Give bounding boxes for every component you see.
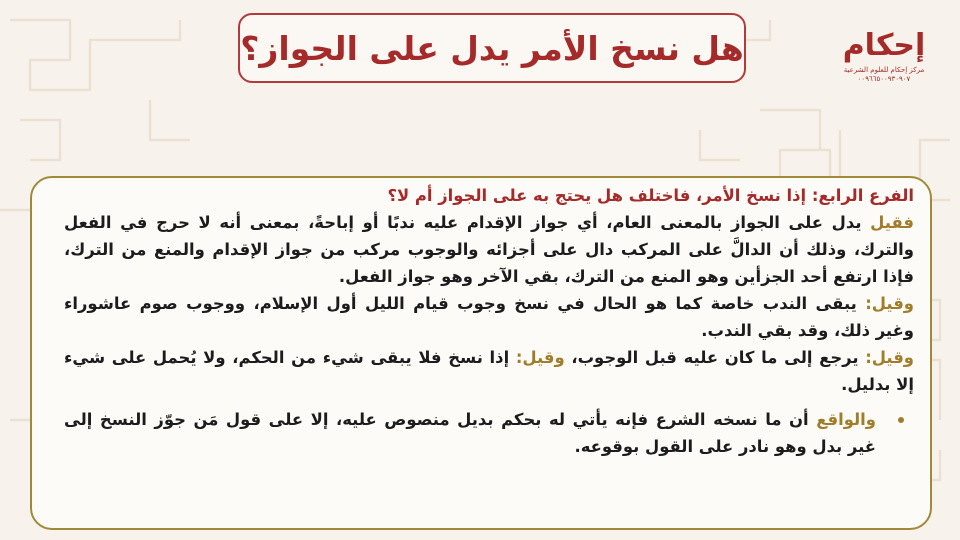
conclusion-label: والواقع xyxy=(816,410,876,429)
opinion-1-label: فقيل xyxy=(870,213,914,232)
logo-wordmark: إحكام xyxy=(842,28,926,63)
logo-subtitle: مركز إحكام للعلوم الشرعية xyxy=(843,66,925,74)
bullet-dot-icon xyxy=(898,417,904,423)
opinion-3 xyxy=(64,344,914,398)
section-heading xyxy=(64,182,914,209)
page-title: هل نسخ الأمر يدل على الجواز؟ xyxy=(240,28,744,68)
conclusion-bullet xyxy=(64,406,914,460)
opinion-4-text: إذا نسخ فلا يبقى شيء من الحكم، ولا يُحمل على شيء إلا بدليل. xyxy=(64,348,914,394)
opinion-1-text: يدل على الجواز بالمعنى العام، أي جواز الإقدام عليه ندبًا أو إباحةً، بمعنى أنه لا حرج في الفعل والترك، وذلك أن الدالَّ على المركب دال على أجزائه والوجوب مركب من جواز الإقدام والمنع من الترك، فإذا ارتفع أحد الجزأين وهو المنع من الترك، بقي الآخر وهو جواز الفعل. xyxy=(64,213,914,286)
opinion-3-label: وقيل: xyxy=(865,348,914,367)
opinion-2-label: وقيل: xyxy=(865,294,914,313)
content-body xyxy=(64,182,914,460)
brand-logo xyxy=(838,26,930,98)
opinion-2 xyxy=(64,290,914,344)
opinion-3-text-a: يرجع إلى ما كان عليه قبل الوجوب، xyxy=(564,348,866,367)
logo-phone: ٠٠٩٦٦٥٠٠٩٣٠٩٠٧ xyxy=(857,75,911,83)
conclusion-text: أن ما نسخه الشرع فإنه يأتي له بحكم بديل منصوص عليه، إلا على قول مَن جوّز النسخ إلى غير بدل وهو نادر على القول بوقوعه. xyxy=(64,410,876,456)
title-box xyxy=(238,13,746,83)
opinion-2-text: يبقى الندب خاصة كما هو الحال في نسخ وجوب قيام الليل أول الإسلام، ووجوب صوم عاشوراء وغير ذلك، وقد بقي الندب. xyxy=(64,294,914,340)
opinion-4-label: وقيل: xyxy=(515,348,565,367)
heading-text: الفرع الرابع: إذا نسخ الأمر، فاختلف هل يحتج به على الجواز أم لا؟ xyxy=(387,186,914,205)
opinion-1 xyxy=(64,209,914,290)
